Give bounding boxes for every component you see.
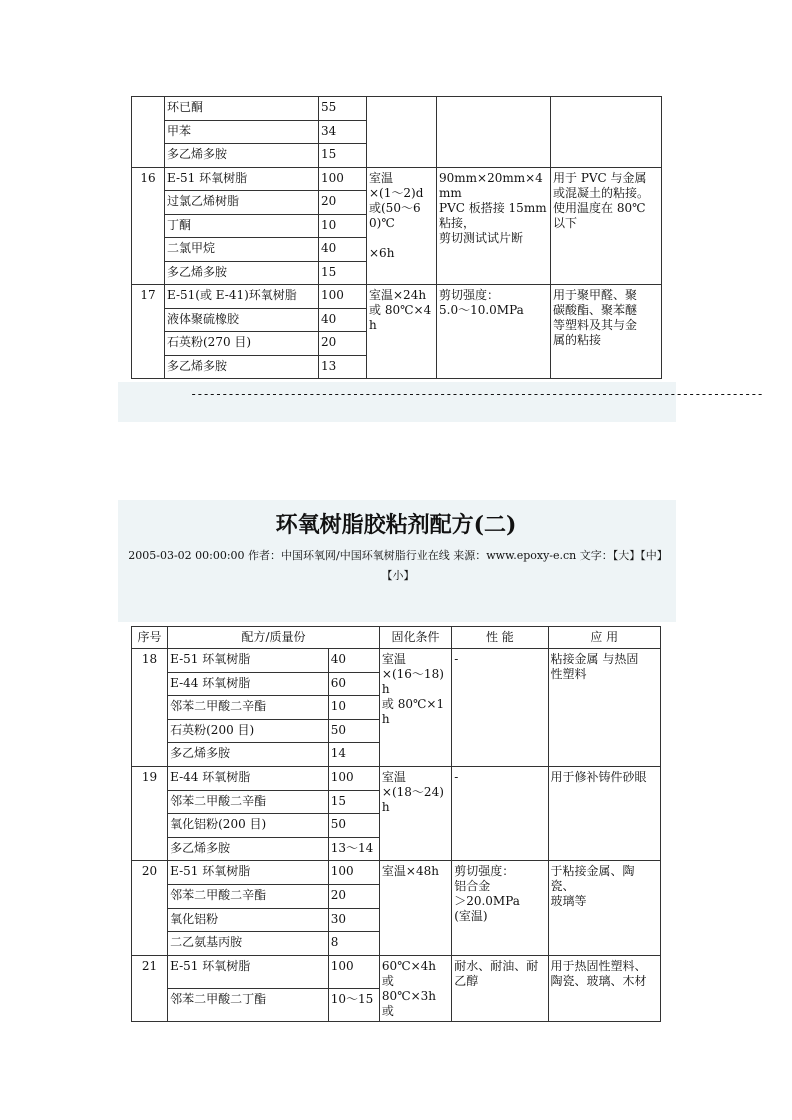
performance-line: ＞20.0MPa	[454, 894, 520, 909]
row-number: 19	[132, 766, 168, 860]
formula-quantity: 60	[328, 672, 379, 696]
formula-quantity: 40	[328, 649, 379, 673]
performance	[437, 285, 551, 379]
application-line: 等塑料及其与金	[553, 318, 638, 332]
header-no: 序号	[132, 627, 168, 649]
formula-component: 多乙烯多胺	[165, 261, 319, 285]
meta-band	[118, 600, 676, 622]
cure-line: 室温	[381, 769, 406, 784]
performance-line: 5.0～10.0MPa	[439, 303, 524, 317]
application-line: 玻璃等	[550, 894, 587, 909]
formula-quantity: 13～14	[328, 837, 379, 861]
cure-line	[369, 231, 434, 246]
performance-line: 剪切测试试片断	[439, 230, 524, 245]
performance	[452, 766, 548, 860]
application-line: 用于修补铸件砂眼	[550, 769, 647, 784]
formula-component: 过氯乙烯树脂	[165, 191, 319, 215]
formula-component: 邻苯二甲酸二辛酯	[168, 696, 329, 720]
formula-quantity: 100	[319, 167, 367, 191]
formula-component: 环已酮	[165, 97, 319, 121]
formula-table-part2	[131, 626, 661, 1022]
page-title: 环氧树脂胶粘剂配方(二)	[275, 512, 517, 538]
application	[548, 766, 660, 860]
formula-quantity: 20	[319, 191, 367, 215]
cure-condition	[379, 766, 451, 860]
cure-line: 室温	[381, 652, 406, 666]
formula-component: 邻苯二甲酸二丁酯	[168, 988, 329, 1021]
formula-component: 多乙烯多胺	[168, 743, 329, 767]
row-number: 17	[132, 285, 165, 379]
formula-component: E-51 环氧树脂	[168, 649, 329, 673]
cure-condition	[379, 649, 451, 767]
row-number: 20	[132, 861, 168, 955]
formula-component: 邻苯二甲酸二辛酯	[168, 790, 329, 814]
performance-line: (室温)	[454, 909, 488, 924]
application-line: 性塑料	[550, 667, 587, 681]
application	[551, 285, 662, 379]
application-line: 于粘接金属、陶瓷、	[550, 864, 635, 894]
formula-quantity: 30	[328, 908, 379, 932]
cure-line: 室温×48h	[381, 864, 439, 879]
formula-component: E-51 环氧树脂	[168, 861, 329, 885]
cure-line: 80℃×3h 或	[381, 988, 437, 1018]
article-meta	[118, 546, 678, 586]
formula-quantity: 34	[319, 120, 367, 144]
formula-quantity: 10	[328, 696, 379, 720]
application	[548, 649, 660, 767]
performance	[437, 167, 551, 285]
formula-quantity: 15	[319, 144, 367, 168]
cure-line: ×(16～18)h	[381, 667, 444, 696]
performance-line: 乙醇	[454, 973, 479, 988]
cure-condition	[367, 167, 437, 285]
formula-component: 二乙氨基丙胺	[168, 932, 329, 956]
performance	[452, 955, 548, 1021]
formula-component: 多乙烯多胺	[168, 837, 329, 861]
performance	[452, 649, 548, 767]
application	[548, 955, 660, 1021]
application-line: 使用温度在 80℃	[553, 200, 646, 215]
application-line: 粘接金属 与热固	[550, 652, 639, 666]
cure-line: 或 80℃×4h	[369, 303, 432, 332]
formula-quantity: 55	[319, 97, 367, 121]
row-number: 16	[132, 167, 165, 285]
cure-condition	[367, 285, 437, 379]
performance-line: -	[454, 652, 459, 666]
application-line: 以下	[553, 215, 578, 230]
formula-component: 氧化铝粉	[168, 908, 329, 932]
formula-component: E-51(或 E-41)环氧树脂	[165, 285, 319, 309]
performance-line: PVC 板搭接 15mm	[439, 200, 547, 215]
application-line: 碳酸酯、聚苯醚	[553, 303, 638, 317]
table-row	[132, 861, 661, 885]
formula-quantity: 40	[319, 308, 367, 332]
formula-quantity: 40	[319, 238, 367, 262]
application	[551, 167, 662, 285]
application	[548, 861, 660, 955]
table-row	[132, 285, 662, 309]
header-performance: 性 能	[452, 627, 548, 649]
cure-line: 或(50～6 0)℃	[369, 200, 421, 230]
formula-component: 石英粉(200 目)	[168, 719, 329, 743]
formula-quantity: 50	[328, 719, 379, 743]
cure-line: 60℃×4h 或	[381, 958, 437, 988]
table-row	[132, 955, 661, 988]
cure-condition	[379, 955, 451, 1021]
application-line: 陶瓷、玻璃、木材	[550, 973, 647, 988]
performance-line: -	[454, 769, 459, 784]
header-cure: 固化条件	[379, 627, 451, 649]
formula-component: 甲苯	[165, 120, 319, 144]
application-line: 用于 PVC 与金属	[553, 170, 647, 185]
application-line: 用于热固性塑料、	[550, 958, 647, 973]
header-application: 应 用	[548, 627, 660, 649]
row-number: 18	[132, 649, 168, 767]
formula-component: 石英粉(270 目)	[165, 332, 319, 356]
formula-quantity: 50	[328, 814, 379, 838]
table-row	[132, 97, 662, 121]
table-row	[132, 649, 661, 673]
formula-quantity: 15	[319, 261, 367, 285]
performance-line: 粘接，	[439, 215, 476, 230]
formula-component: 二氯甲烷	[165, 238, 319, 262]
formula-component: E-44 环氧树脂	[168, 672, 329, 696]
formula-quantity: 14	[328, 743, 379, 767]
application-line: 属的粘接	[553, 333, 602, 347]
formula-quantity: 13	[319, 355, 367, 379]
performance	[452, 861, 548, 955]
formula-component: E-51 环氧树脂	[168, 955, 329, 988]
performance	[437, 97, 551, 168]
cure-line: 室温	[369, 170, 394, 185]
formula-component: 邻苯二甲酸二辛酯	[168, 884, 329, 908]
formula-quantity: 20	[328, 884, 379, 908]
meta-line: 2005-03-02 00:00:00 作者：中国环氧网/中国环氧树脂行业在线 来源：www.epoxy-e.cn 文字：【大】【中】	[128, 549, 668, 562]
formula-quantity: 100	[328, 955, 379, 988]
performance-line: 耐水、耐油、耐	[454, 958, 539, 973]
formula-component: 多乙烯多胺	[165, 144, 319, 168]
formula-component: 液体聚硫橡胶	[165, 308, 319, 332]
application	[551, 97, 662, 168]
cure-line: ×(1～2)d	[369, 185, 424, 200]
formula-quantity: 20	[319, 332, 367, 356]
formula-quantity: 10～15	[328, 988, 379, 1021]
row-number	[132, 97, 165, 168]
cure-condition	[367, 97, 437, 168]
separator-line: --------------------------------------------------------------------------------------------	[190, 387, 763, 401]
formula-quantity: 100	[319, 285, 367, 309]
formula-table-part1	[131, 96, 662, 379]
formula-quantity: 100	[328, 766, 379, 790]
formula-quantity: 100	[328, 861, 379, 885]
row-number: 21	[132, 955, 168, 1021]
formula-component: E-51 环氧树脂	[165, 167, 319, 191]
performance-line: 90mm×20mm×4mm	[439, 170, 543, 200]
formula-quantity: 10	[319, 214, 367, 238]
formula-component: 丁酮	[165, 214, 319, 238]
performance-line: 剪切强度：	[439, 288, 500, 302]
formula-component: E-44 环氧树脂	[168, 766, 329, 790]
formula-component: 氧化铝粉(200 目)	[168, 814, 329, 838]
table-row	[132, 167, 662, 191]
application-line: 用于聚甲醛、聚	[553, 288, 638, 302]
cure-line: 室温×24h	[369, 288, 427, 302]
performance-line: 剪切强度：	[454, 864, 515, 879]
cure-line: ×6h	[369, 245, 395, 260]
cure-line: 或 80℃×1h	[381, 697, 445, 726]
table-row	[132, 766, 661, 790]
formula-component: 多乙烯多胺	[165, 355, 319, 379]
cure-line: ×(18～24)h	[381, 784, 444, 814]
cure-condition	[379, 861, 451, 955]
formula-quantity: 8	[328, 932, 379, 956]
formula-quantity: 15	[328, 790, 379, 814]
application-line: 或混凝土的粘接。	[553, 185, 650, 200]
performance-line: 铝合金	[454, 879, 491, 894]
font-size-small-link[interactable]: 【小】	[381, 569, 415, 582]
table-header-row	[132, 627, 661, 649]
header-formula: 配方/质量份	[168, 627, 380, 649]
